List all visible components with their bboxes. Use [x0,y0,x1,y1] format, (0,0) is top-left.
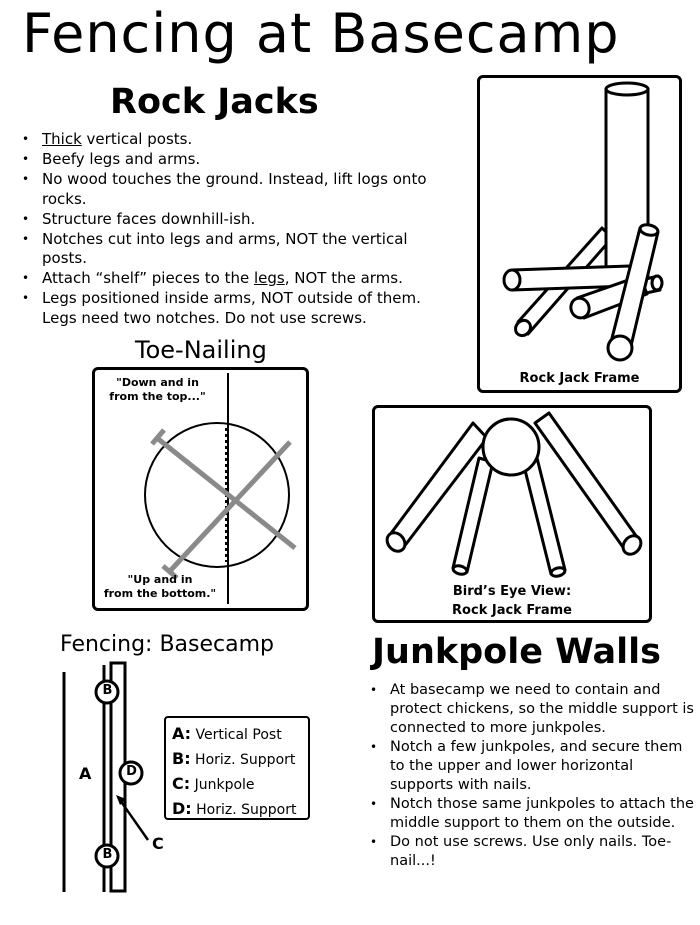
fencing-legend [164,716,310,820]
list-item: • Beefy legs and arms. [22,150,452,170]
list-item: • At basecamp we need to contain and protect chickens, so the middle support is connected to more junkpoles. [370,681,696,738]
marker-b-label: B [102,847,113,862]
list-item-text: , NOT the arms. [284,269,403,287]
page-title: Fencing at Basecamp [22,2,620,65]
legend-label: Horiz. Support [196,802,297,818]
rock-jacks-heading: Rock Jacks [110,82,319,122]
list-item-text: Attach “shelf” pieces to the [42,269,254,287]
list-item: • Notches cut into legs and arms, NOT the vertical posts. [22,230,452,269]
list-item: • Structure faces downhill-ish. [22,210,452,230]
nail-bottom-icon [163,442,290,578]
rock-jacks-list [22,130,452,329]
rock-jack-frame-caption: Rock Jack Frame [519,371,640,386]
legend-row [172,772,302,797]
underlined-word: legs [253,269,285,287]
list-item [22,269,452,289]
list-item: • Legs positioned inside arms, NOT outside of them. Legs need two notches. Do not use screws. [22,289,452,328]
note-line: from the top..." [109,390,206,403]
note-line: "Up and in [127,573,193,586]
legend-label: Vertical Post [195,727,282,743]
caption-line: Rock Jack Frame [452,603,572,618]
birds-eye-panel [372,405,652,623]
toe-nailing-top-note [95,376,220,404]
marker-a-label: A [79,764,92,783]
birds-eye-caption [375,582,649,620]
list-item: • Do not use screws. Use only nails. Toe-nail...! [370,833,696,871]
list-item: • Notch a few junkpoles, and secure them to the upper and lower horizontal supports with nails. [370,738,696,795]
legend-key: B: [172,749,191,768]
marker-d-label: D [126,764,137,779]
legend-key: A: [172,724,192,743]
note-line: from the bottom." [103,587,217,600]
legend-label: Junkpole [194,777,255,793]
fencing-heading: Fencing: Basecamp [60,632,274,657]
marker-b-label: B [102,683,113,698]
toe-nailing-heading: Toe-Nailing [135,336,267,364]
rock-jack-frame-illustration [480,78,679,390]
post-top-view [483,419,539,475]
legend-label: Horiz. Support [195,752,296,768]
list-item [22,130,452,150]
junkpole-walls-list [370,681,696,871]
note-line: "Down and in [116,376,199,389]
list-item-text: vertical posts. [81,130,193,148]
nail-top-icon [152,430,295,548]
legend-key: C: [172,774,191,793]
list-item: • Notch those same junkpoles to attach the middle support to them on the outside. [370,795,696,833]
rock-jack-frame-panel [477,75,682,393]
legend-key: D: [172,799,192,818]
toe-nailing-panel [92,367,309,611]
marker-c-label: C [152,834,164,853]
underlined-word: Thick [42,130,82,148]
caption-line: Bird’s Eye View: [452,584,572,599]
legend-row [172,747,302,772]
leg-right [523,458,566,578]
list-item: • No wood touches the ground. Instead, lift logs onto rocks. [22,170,452,209]
toe-nailing-bottom-note [95,573,225,601]
junkpole-walls-heading: Junkpole Walls [372,632,661,672]
legend-row [172,722,302,747]
legend-row [172,797,302,822]
